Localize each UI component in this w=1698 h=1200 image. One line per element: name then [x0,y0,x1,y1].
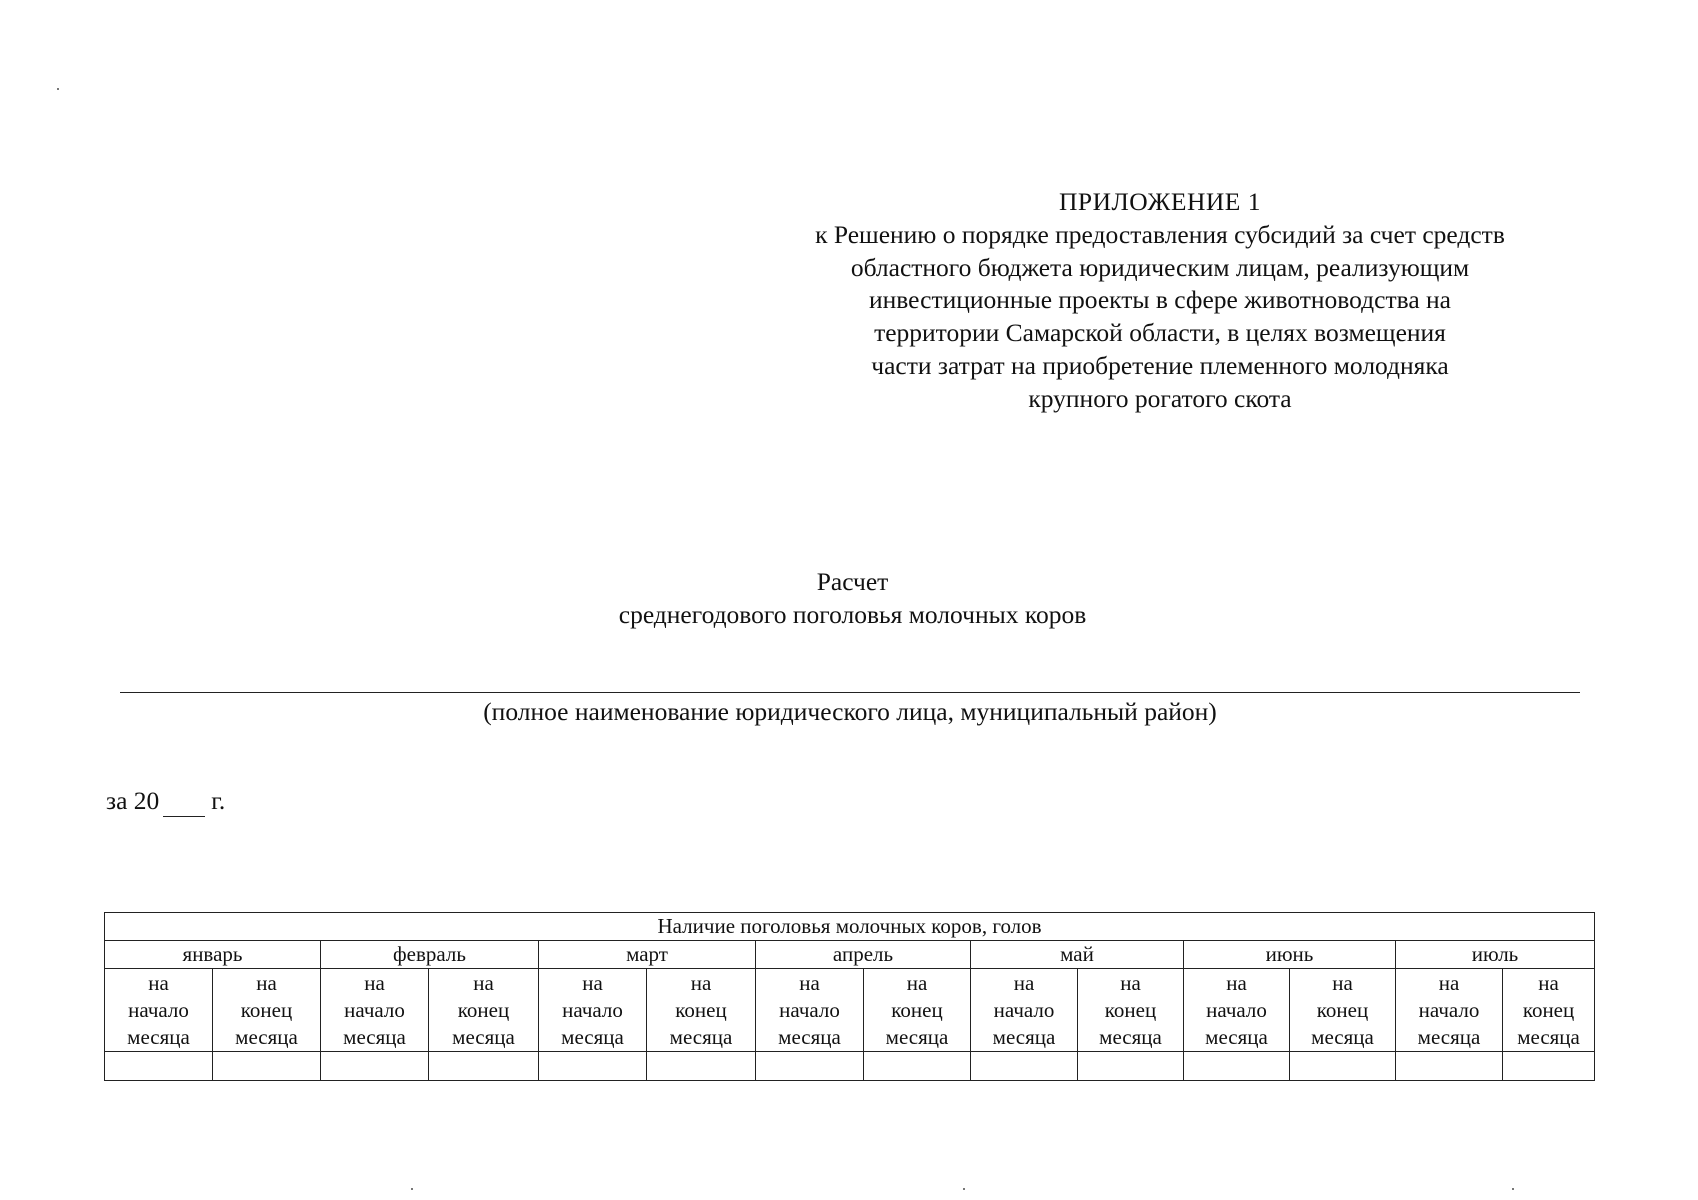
start-of-month-header: на начало месяца [105,969,213,1052]
value-cell[interactable] [1396,1052,1503,1081]
value-cell[interactable] [539,1052,647,1081]
month-header: июнь [1184,941,1396,969]
appendix-line: крупного рогатого скота [1028,383,1292,413]
start-of-month-header: на начало месяца [756,969,864,1052]
start-of-month-header: на начало месяца [971,969,1078,1052]
value-cell[interactable] [864,1052,971,1081]
herd-table [104,912,1595,1081]
scan-speck [411,1188,413,1190]
value-cell[interactable] [429,1052,539,1081]
document-title-line2: среднегодового поголовья молочных коров [618,600,1087,629]
table-caption: Наличие поголовья молочных коров, голов [105,913,1595,941]
end-of-month-header: на конец месяца [647,969,756,1052]
value-cell[interactable] [321,1052,429,1081]
value-cell[interactable] [105,1052,213,1081]
value-cell[interactable] [1184,1052,1290,1081]
appendix-line: к Решению о порядке предоставления субсидий за счет средств [815,219,1505,249]
appendix-header [745,186,1575,416]
period-suffix: г. [211,786,226,815]
month-header: май [971,941,1184,969]
value-cell[interactable] [213,1052,321,1081]
month-header: январь [105,941,321,969]
start-of-month-header: на начало месяца [1184,969,1290,1052]
period-line [106,786,225,817]
start-of-month-header: на начало месяца [539,969,647,1052]
month-header: июль [1396,941,1595,969]
end-of-month-header: на конец месяца [1290,969,1396,1052]
document-title [430,565,1275,631]
start-of-month-header: на начало месяца [321,969,429,1052]
value-cell[interactable] [1078,1052,1184,1081]
end-of-month-header: на конец месяца [1503,969,1595,1052]
value-cell[interactable] [647,1052,756,1081]
entity-name-caption: (полное наименование юридического лица, муниципальный район) [483,697,1217,726]
value-cell[interactable] [1290,1052,1396,1081]
month-header: март [539,941,756,969]
end-of-month-header: на конец месяца [213,969,321,1052]
appendix-line: территории Самарской области, в целях возмещения [874,318,1446,348]
appendix-title: ПРИЛОЖЕНИЕ 1 [1058,187,1262,216]
value-cell[interactable] [756,1052,864,1081]
appendix-line: областного бюджета юридическим лицам, реализующим [850,252,1470,282]
entity-name-field[interactable] [120,692,1580,693]
scan-speck [963,1188,965,1190]
document-title-line1: Расчет [816,567,889,596]
start-of-month-header: на начало месяца [1396,969,1503,1052]
end-of-month-header: на конец месяца [1078,969,1184,1052]
value-cell[interactable] [1503,1052,1595,1081]
appendix-line: части затрат на приобретение племенного молодняка [871,350,1449,380]
scan-speck [57,88,59,90]
end-of-month-header: на конец месяца [864,969,971,1052]
value-cell[interactable] [971,1052,1078,1081]
period-prefix: за 20 [106,786,160,815]
month-header: апрель [756,941,971,969]
end-of-month-header: на конец месяца [429,969,539,1052]
scan-speck [1512,1188,1514,1190]
month-header: февраль [321,941,539,969]
year-field[interactable] [163,786,205,817]
appendix-line: инвестиционные проекты в сфере животноводства на [869,285,1451,315]
